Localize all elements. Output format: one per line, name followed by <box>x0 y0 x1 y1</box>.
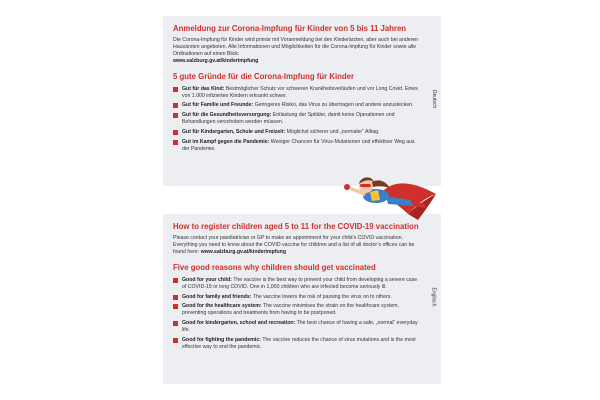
bullet-square-icon <box>173 338 178 343</box>
card-english <box>163 214 441 384</box>
bullet-square-icon <box>173 321 178 326</box>
reason-bold: Good for kindergarten, school and recreation: <box>182 320 296 327</box>
reason-bold: Gut für die Gesundheitsversorgung: <box>182 112 272 119</box>
reason-text: The vaccine lowers the risk of passing the virus on to others. <box>251 293 392 300</box>
reason-text: Geringeres Risiko, das Virus zu übertragen und andere anzustecken. <box>253 102 414 109</box>
reason-text: Weniger Chancen für Virus-Mutationen und effektiver Weg aus der Pandemie. <box>182 139 415 152</box>
german-title: Anmeldung zur Corona-Impfung für Kinder von 5 bis 11 Jahren <box>173 24 407 33</box>
card-german <box>163 16 441 186</box>
reason-text: Bestmöglicher Schutz vor schweren Krankheitsverläufen und vor Long Covid. Eines von 1.000 infizierten Kindern erkrankt schwer. <box>182 85 418 99</box>
english-intro-text: Please contact your paediatrician or GP to make an appointment for your child’s COVID vaccination. Everything you need to know about the COVID vaccine for children and a list of all doctor’s offices can be found here: <box>173 235 415 255</box>
reason-bold: Gut für das Kind: <box>182 85 225 92</box>
german-reasons-list <box>173 86 419 153</box>
english-reasons-title: Five good reasons why children should get vaccinated <box>173 262 376 272</box>
bullet-square-icon <box>173 295 178 300</box>
german-side-label: Deutsch <box>430 89 437 109</box>
card-german-content <box>173 24 419 156</box>
bullet-square-icon <box>173 140 178 145</box>
german-intro-text: Die Corona-Impfung für Kinder wird primär mit Voranmeldung bei den Kinderärzten, aber auch bei anderen Hausärzten angeboten. Alle Informationen und Möglichkeiten für die Corona-Impfung für Kinder sowie alle Ordinationen auf einen Blick: <box>173 37 419 57</box>
reason-bold: Good for your child: <box>182 276 232 283</box>
german-link[interactable]: www.salzburg.gv.at/kinderimpfung <box>173 57 259 64</box>
german-reason-3 <box>173 112 419 126</box>
german-intro <box>173 37 419 65</box>
german-reason-2 <box>173 102 419 109</box>
german-reason-1 <box>173 86 419 100</box>
english-reason-5 <box>173 337 419 351</box>
bullet-square-icon <box>173 278 178 283</box>
bullet-square-icon <box>173 304 178 309</box>
bullet-square-icon <box>173 87 178 92</box>
english-title: How to register children aged 5 to 11 for the COVID-19 vaccination <box>173 222 419 231</box>
reason-text: Möglichst sicherer und „normaler“ Alltag. <box>285 129 380 136</box>
reason-bold: Good for family and friends: <box>182 293 252 300</box>
english-reason-2 <box>173 294 419 301</box>
reason-bold: Gut für Kindergarten, Schule und Freizeit: <box>182 129 286 136</box>
reason-text: The vaccine is the best way to prevent your child from developing a severe case of COVID-19 or long COVID. One in 1,000 children who are infected become seriously ill. <box>182 276 418 290</box>
card-english-content <box>173 222 419 354</box>
superhero-illustration-icon <box>338 170 444 228</box>
english-side-label: Englisch <box>430 287 437 307</box>
german-reason-5 <box>173 139 419 153</box>
english-reason-4 <box>173 320 419 334</box>
reason-bold: Gut im Kampf gegen die Pandemie: <box>182 139 270 146</box>
english-link[interactable]: www.salzburg.gv.at/kinderimpfung <box>200 248 287 255</box>
reason-text: The vaccine reduces the chance of virus mutations and is the most effective way to end the pandemic. <box>182 337 416 350</box>
german-reasons-title: 5 gute Gründe für die Corona-Impfung für Kinder <box>173 71 355 81</box>
reason-text: Entlastung der Spitäler, damit keine Operationen und Behandlungen verschoben werden müssen. <box>182 112 395 126</box>
english-reason-3 <box>173 303 419 317</box>
german-reason-4 <box>173 129 419 136</box>
english-intro <box>173 235 419 256</box>
reason-text: The best chance of having a safe, „normal“ everyday life. <box>182 320 418 334</box>
reason-bold: Gut für Familie und Freunde: <box>182 102 254 109</box>
bullet-square-icon <box>173 130 178 135</box>
bullet-square-icon <box>173 113 178 118</box>
reason-bold: Good for the healthcare system: <box>182 303 262 310</box>
reason-text: The vaccine minimises the strain on the healthcare system, preventing operations and treatments from having to be postponed. <box>182 303 399 317</box>
bullet-square-icon <box>173 103 178 108</box>
english-reasons-list <box>173 277 419 351</box>
reason-bold: Good for fighting the pandemic: <box>182 337 261 344</box>
english-reason-1 <box>173 277 419 291</box>
